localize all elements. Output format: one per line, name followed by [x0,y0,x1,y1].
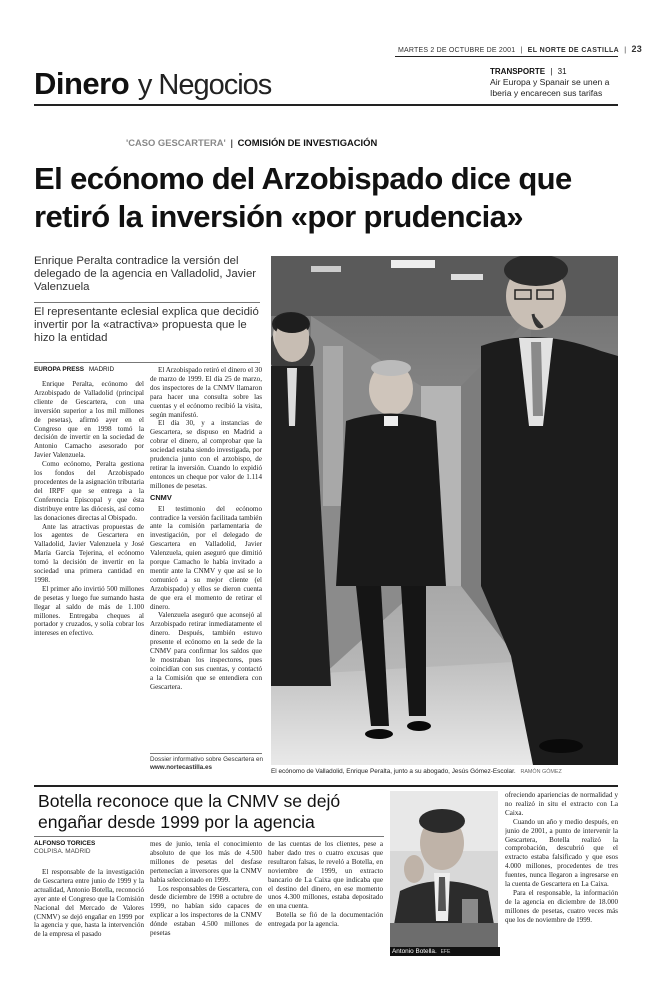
page-date-line: MARTES 2 DE OCTUBRE DE 2001 | EL NORTE DE CASTILLA | 23 [398,44,642,54]
main-byline-agency: EUROPA PRESS [34,366,85,373]
section-rule [34,104,618,106]
dossier-rule [150,753,262,754]
kicker-line: 'CASO GESCARTERA' | COMISIÓN DE INVESTIGACIÓN [126,137,378,148]
paragraph: El Arzobispado retiró el dinero el 30 de marzo de 1999. El día 25 de marzo, dos inspectores de la CNMV llamaron para hacer una consulta sobre las cuentas y el ecónomo recibió la visita, según manifestó. [150,366,262,419]
paragraph: Como ecónomo, Peralta gestiona los fondos del Arzobispado procedentes de la asignación tributaria del IRPF que se entrega a la Conferencia Episcopal y que ésta distribuye entre las diócesis, así como las donaciones directas al Obispado. [34,460,144,522]
paragraph: Enrique Peralta, ecónomo del Arzobispado de Valladolid (principal cliente de Gescartera, con una inversión superior a los mil millones de pesetas), afirmó ayer en el Congreso que en 1998 tomó la decisión de invertir en la sociedad de Antonio Camacho asesorado por Javier Valenzuela. [34,380,144,460]
second-byline-author: ALFONSO TORICES [34,840,96,847]
paragraph: Valenzuela aseguró que aconsejó al Arzobispado retirar inmediatamente el dinero. Después, también estuvo presente el ecónomo en la sede de la CNMV para confirmar los saldos que le mostraban los inspectores, pues coincidían con sus cuentas, y contactó a la Comisión que se entendiera con Gescartera. [150,611,262,691]
paragraph: Botella se fió de la documentación entregada por la agencia. [268,911,383,929]
newspaper-name: EL NORTE DE CASTILLA [527,47,620,54]
byline-rule [34,362,260,363]
second-byline-rule [34,836,384,837]
paragraph: El responsable de la investigación de Gescartera entre junio de 1999 y la actualidad, Antonio Botella, reconoció ayer ante el Congreso que la Comisión Nacional del Mercado de Valores (CNMV) se dejó engañar en 1999 por la agencia y que, hasta la intervención de la empresa el pasado [34,868,144,939]
dossier-label: Dossier informativo sobre Gescartera en [150,756,264,763]
main-byline-dateline: MADRID [88,366,115,373]
second-byline-dateline: COLPISA. MADRID [34,848,91,855]
kicker-section: COMISIÓN DE INVESTIGACIÓN [237,137,378,148]
main-byline [34,366,114,373]
second-byline [34,840,144,856]
subhead-cnmv: CNMV [150,492,172,502]
paragraph: de las cuentas de los clientes, pese a haber dado tres o cuatro excusas que resultaron falsas, le reveló a Botella, en noviembre de 1999, un extracto bancario de La Caixa que indicaba que el destino del dinero, en ese momento unos 4.300 millones, estaba depositado en una cuenta. [268,840,383,911]
dossier-link[interactable]: www.nortecastilla.es [150,764,213,771]
paragraph: El primer año invirtió 500 millones de pesetas y luego fue sumando hasta llegar al saldo de más de 1.100 millones. Entregaba cheques al portador y cruzados, y solía cobrar los intereses en efectivo. [34,584,144,638]
paragraph: mes de junio, tenía el conocimiento absoluto de que los más de 4.500 millones de pesetas del desfase pertenecían a inversores que la CNMV había seleccionado en 1999. [150,840,262,884]
teaser-box: TRANSPORTE | 31 Air Europa y Spanair se unen a Iberia y encarecen sus tarifas [490,66,620,99]
teaser-tag: TRANSPORTE [490,67,546,76]
photo-ecónomo-image [271,256,618,765]
deck-1: Enrique Peralta contradice la versión del delegado de la agencia en Valladolid, Javier Valenzuela [34,255,257,294]
section-title [34,66,271,103]
caption-credit: RAMÓN GÓMEZ [520,769,562,775]
main-photo [271,256,618,765]
kicker: 'CASO GESCARTERA' [126,137,226,148]
teaser-page: 31 [557,67,567,76]
dossier-box [150,756,264,772]
main-column-1 [34,380,144,776]
page-number: 23 [631,44,642,54]
paragraph: Ante las atractivas propuestas de los agentes de Gescartera en Valladolid, Javier Valenzuela y José María García Tejerina, el ecónomo tomó la decisión de invertir en la sociedad una primera cantidad en 1998. [34,522,144,584]
second-photo-caption [390,947,500,956]
story-divider [34,785,618,787]
second-headline: Botella reconoce que la CNMV se dejó engañar desde 1999 por la agencia [38,791,341,832]
main-headline: El ecónomo del Arzobispado dice que retiró la inversión «por prudencia» [34,161,572,234]
paragraph: El día 30, y a instancias de Gescartera, se dispuso en Madrid a cobrar el dinero, al comprobar que la sociedad estaba siendo investigada, por prudencia junto con el arzobispo, de retirar la inversión. Cuando lo expidió entonces un cheque por valor de 1.114 millones de pesetas. [150,419,262,490]
second-caption-text: Antonio Botella. [392,948,437,955]
paragraph: ofreciendo apariencias de normalidad y no realizó in situ el extracto con La Caixa. [505,791,618,817]
paragraph: Cuando un año y medio después, en junio de 2001, a punto de intervenir la Gescartera, Botella realizó la comprobación, descubrió que el extracto estaba falsificado y que esos 4.000 millones, procedentes de tres fuentes, nunca llegaron a ingresarse en la cuenta de Gescartera en La Caixa. [505,817,618,889]
second-column-4 [505,791,618,971]
second-photo [390,791,498,947]
photo-botella-image [390,791,498,947]
main-column-2 [150,366,262,741]
caption-text: El ecónomo de Valladolid, Enrique Peralta, junto a su abogado, Jesús Gómez-Escolar. [271,768,516,775]
paragraph: El testimonio del ecónomo contradice la versión facilitada también ante la comisión parlamentaria de investigación, por el delegado de Gescartera en Valladolid, Javier Valenzuela, quien aseguró que dimitió porque Camacho le había invitado a mentir ante la CNMV y que así se lo comunicó a su mejor cliente (el Arzobispado) y ellos se dieron cuenta de que era el momento de retirar el dinero. [150,504,262,611]
teaser-text: Air Europa y Spanair se unen a Iberia y encarecen sus tarifas [490,77,610,98]
issue-date: MARTES 2 DE OCTUBRE DE 2001 [398,47,516,54]
second-column-2 [150,840,262,973]
second-column-3 [268,840,383,973]
paragraph: Los responsables de Gescartera, con desde diciembre de 1998 a octubre de 1999, no habían sido capaces de explicar a los inspectores de la CNMV dónde estaban 4.500 millones de pesetas [150,884,262,938]
deck-2: El representante eclesial explica que decidió invertir por la «atractiva» propuesta que le hizo la entidad [34,306,259,345]
section-title-light: y Negocios [137,69,272,101]
second-caption-credit: EFE [440,949,451,955]
paragraph: Para el responsable, la información de la agencia en diciembre de 18.000 millones de pesetas, cuatro veces más que los de noviembre de 1999. [505,888,618,924]
section-title-bold: Dinero [34,66,130,101]
deck-divider [34,302,260,303]
header-rule [395,56,618,57]
main-photo-caption [271,768,618,775]
second-column-1 [34,868,144,973]
